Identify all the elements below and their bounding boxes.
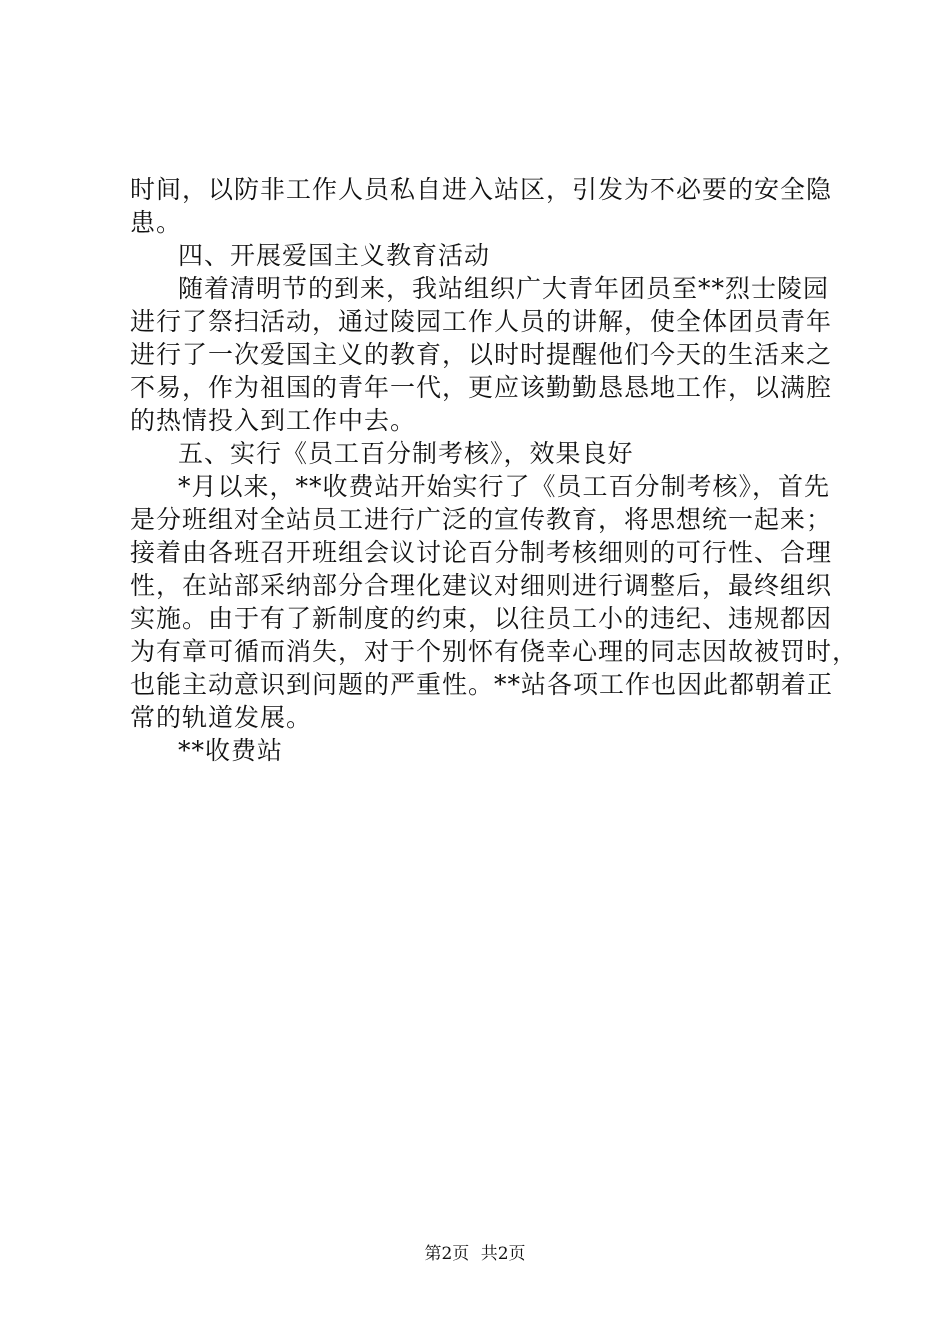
body-line: 接着由各班召开班组会议讨论百分制考核细则的可行性、合理 [130, 538, 833, 567]
body-line: 性，在站部采纳部分合理化建议对细则进行调整后，最终组织 [130, 571, 833, 600]
document-body [130, 173, 859, 767]
page-total: 共2页 [480, 1244, 526, 1264]
body-line: 进行了祭扫活动，通过陵园工作人员的讲解，使全体团员青年 [130, 307, 833, 336]
body-line: 患。 [130, 208, 183, 237]
body-line: 实施。由于有了新制度的约束，以往员工小的违纪、违规都因 [130, 604, 833, 633]
page-number: 第2页 [424, 1244, 470, 1264]
body-line: 也能主动意识到问题的严重性。**站各项工作也因此都朝着正 [130, 670, 834, 699]
body-line: 的热情投入到工作中去。 [130, 406, 417, 435]
body-line: 不易，作为祖国的青年一代，更应该勤勤恳恳地工作，以满腔 [130, 373, 833, 402]
body-line: 为有章可循而消失，对于个别怀有侥幸心理的同志因故被罚时， [130, 637, 859, 666]
body-line: 时间，以防非工作人员私自进入站区，引发为不必要的安全隐 [130, 175, 833, 204]
body-line: 进行了一次爱国主义的教育，以时时提醒他们今天的生活来之 [130, 340, 833, 369]
signature-line: **收费站 [178, 736, 284, 765]
page-footer [0, 1243, 950, 1265]
body-line: 随着清明节的到来，我站组织广大青年团员至**烈士陵园 [178, 274, 830, 303]
body-line: 常的轨道发展。 [130, 703, 313, 732]
section-heading: 四、开展爱国主义教育活动 [178, 241, 491, 270]
body-line: 是分班组对全站员工进行广泛的宣传教育，将思想统一起来； [130, 505, 833, 534]
section-heading: 五、实行《员工百分制考核》，效果良好 [178, 439, 634, 468]
body-line: *月以来，**收费站开始实行了《员工百分制考核》，首先 [178, 472, 831, 501]
